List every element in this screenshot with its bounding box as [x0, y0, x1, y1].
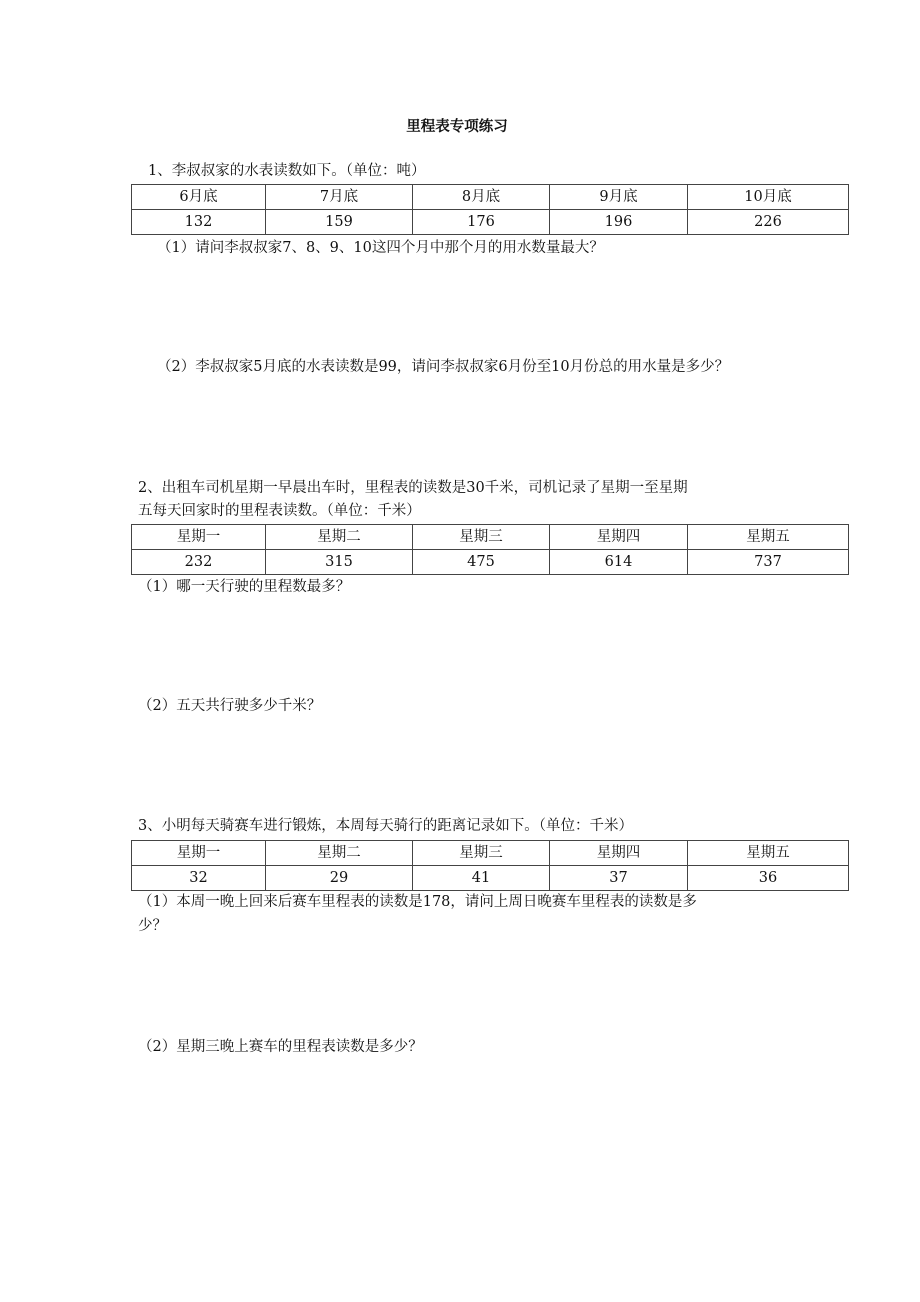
table-cell: 星期五	[688, 525, 849, 550]
table-cell: 226	[688, 210, 849, 235]
q3-sub1-line2: 少？	[138, 918, 167, 934]
table-header-row	[132, 841, 849, 866]
table-row	[132, 866, 849, 891]
table-cell: 9月底	[550, 185, 688, 210]
q1-heading: 1、李叔叔家的水表读数如下。（单位：吨）	[148, 163, 426, 179]
table-cell: 8月底	[413, 185, 550, 210]
table-cell: 614	[550, 550, 688, 575]
table-row	[132, 550, 849, 575]
q1-sub1: （1）请问李叔叔家7、8、9、10这四个月中那个月的用水数量最大？	[157, 240, 604, 256]
q2-heading-line1: 2、出租车司机星期一早晨出车时，里程表的读数是30千米，司机记录了星期一至星期	[138, 480, 688, 496]
q2-table	[131, 524, 849, 575]
table-cell: 37	[550, 866, 688, 891]
table-cell: 6月底	[132, 185, 266, 210]
table-cell: 星期四	[550, 525, 688, 550]
q1-sub2: （2）李叔叔家5月底的水表读数是99，请问李叔叔家6月份至10月份总的用水量是多少？	[157, 359, 730, 375]
q2-sub2: （2）五天共行驶多少千米？	[138, 698, 322, 714]
table-cell: 星期二	[266, 525, 413, 550]
table-cell: 星期三	[413, 525, 550, 550]
table-cell: 196	[550, 210, 688, 235]
q3-sub1-line1: （1）本周一晚上回来后赛车里程表的读数是178，请问上周日晚赛车里程表的读数是多	[138, 894, 697, 910]
table-cell: 41	[413, 866, 550, 891]
table-row	[132, 210, 849, 235]
table-cell: 737	[688, 550, 849, 575]
table-cell: 星期四	[550, 841, 688, 866]
table-cell: 159	[266, 210, 413, 235]
table-header-row	[132, 185, 849, 210]
q2-sub1: （1）哪一天行驶的里程数最多？	[138, 579, 351, 595]
table-cell: 176	[413, 210, 550, 235]
table-cell: 星期一	[132, 841, 266, 866]
table-cell: 星期三	[413, 841, 550, 866]
table-cell: 星期一	[132, 525, 266, 550]
q2-heading-line2: 五每天回家时的里程表读数。（单位：千米）	[138, 503, 421, 519]
q3-heading: 3、小明每天骑赛车进行锻炼，本周每天骑行的距离记录如下。（单位：千米）	[138, 818, 633, 834]
q1-table	[131, 184, 849, 235]
table-cell: 星期二	[266, 841, 413, 866]
table-cell: 7月底	[266, 185, 413, 210]
q3-sub2: （2）星期三晚上赛车的里程表读数是多少？	[138, 1039, 423, 1055]
table-cell: 132	[132, 210, 266, 235]
q3-table	[131, 840, 849, 891]
table-cell: 475	[413, 550, 550, 575]
table-cell: 232	[132, 550, 266, 575]
table-cell: 29	[266, 866, 413, 891]
table-header-row	[132, 525, 849, 550]
table-cell: 315	[266, 550, 413, 575]
table-cell: 36	[688, 866, 849, 891]
table-cell: 星期五	[688, 841, 849, 866]
page-title: 里程表专项练习	[406, 119, 508, 135]
table-cell: 32	[132, 866, 266, 891]
table-cell: 10月底	[688, 185, 849, 210]
